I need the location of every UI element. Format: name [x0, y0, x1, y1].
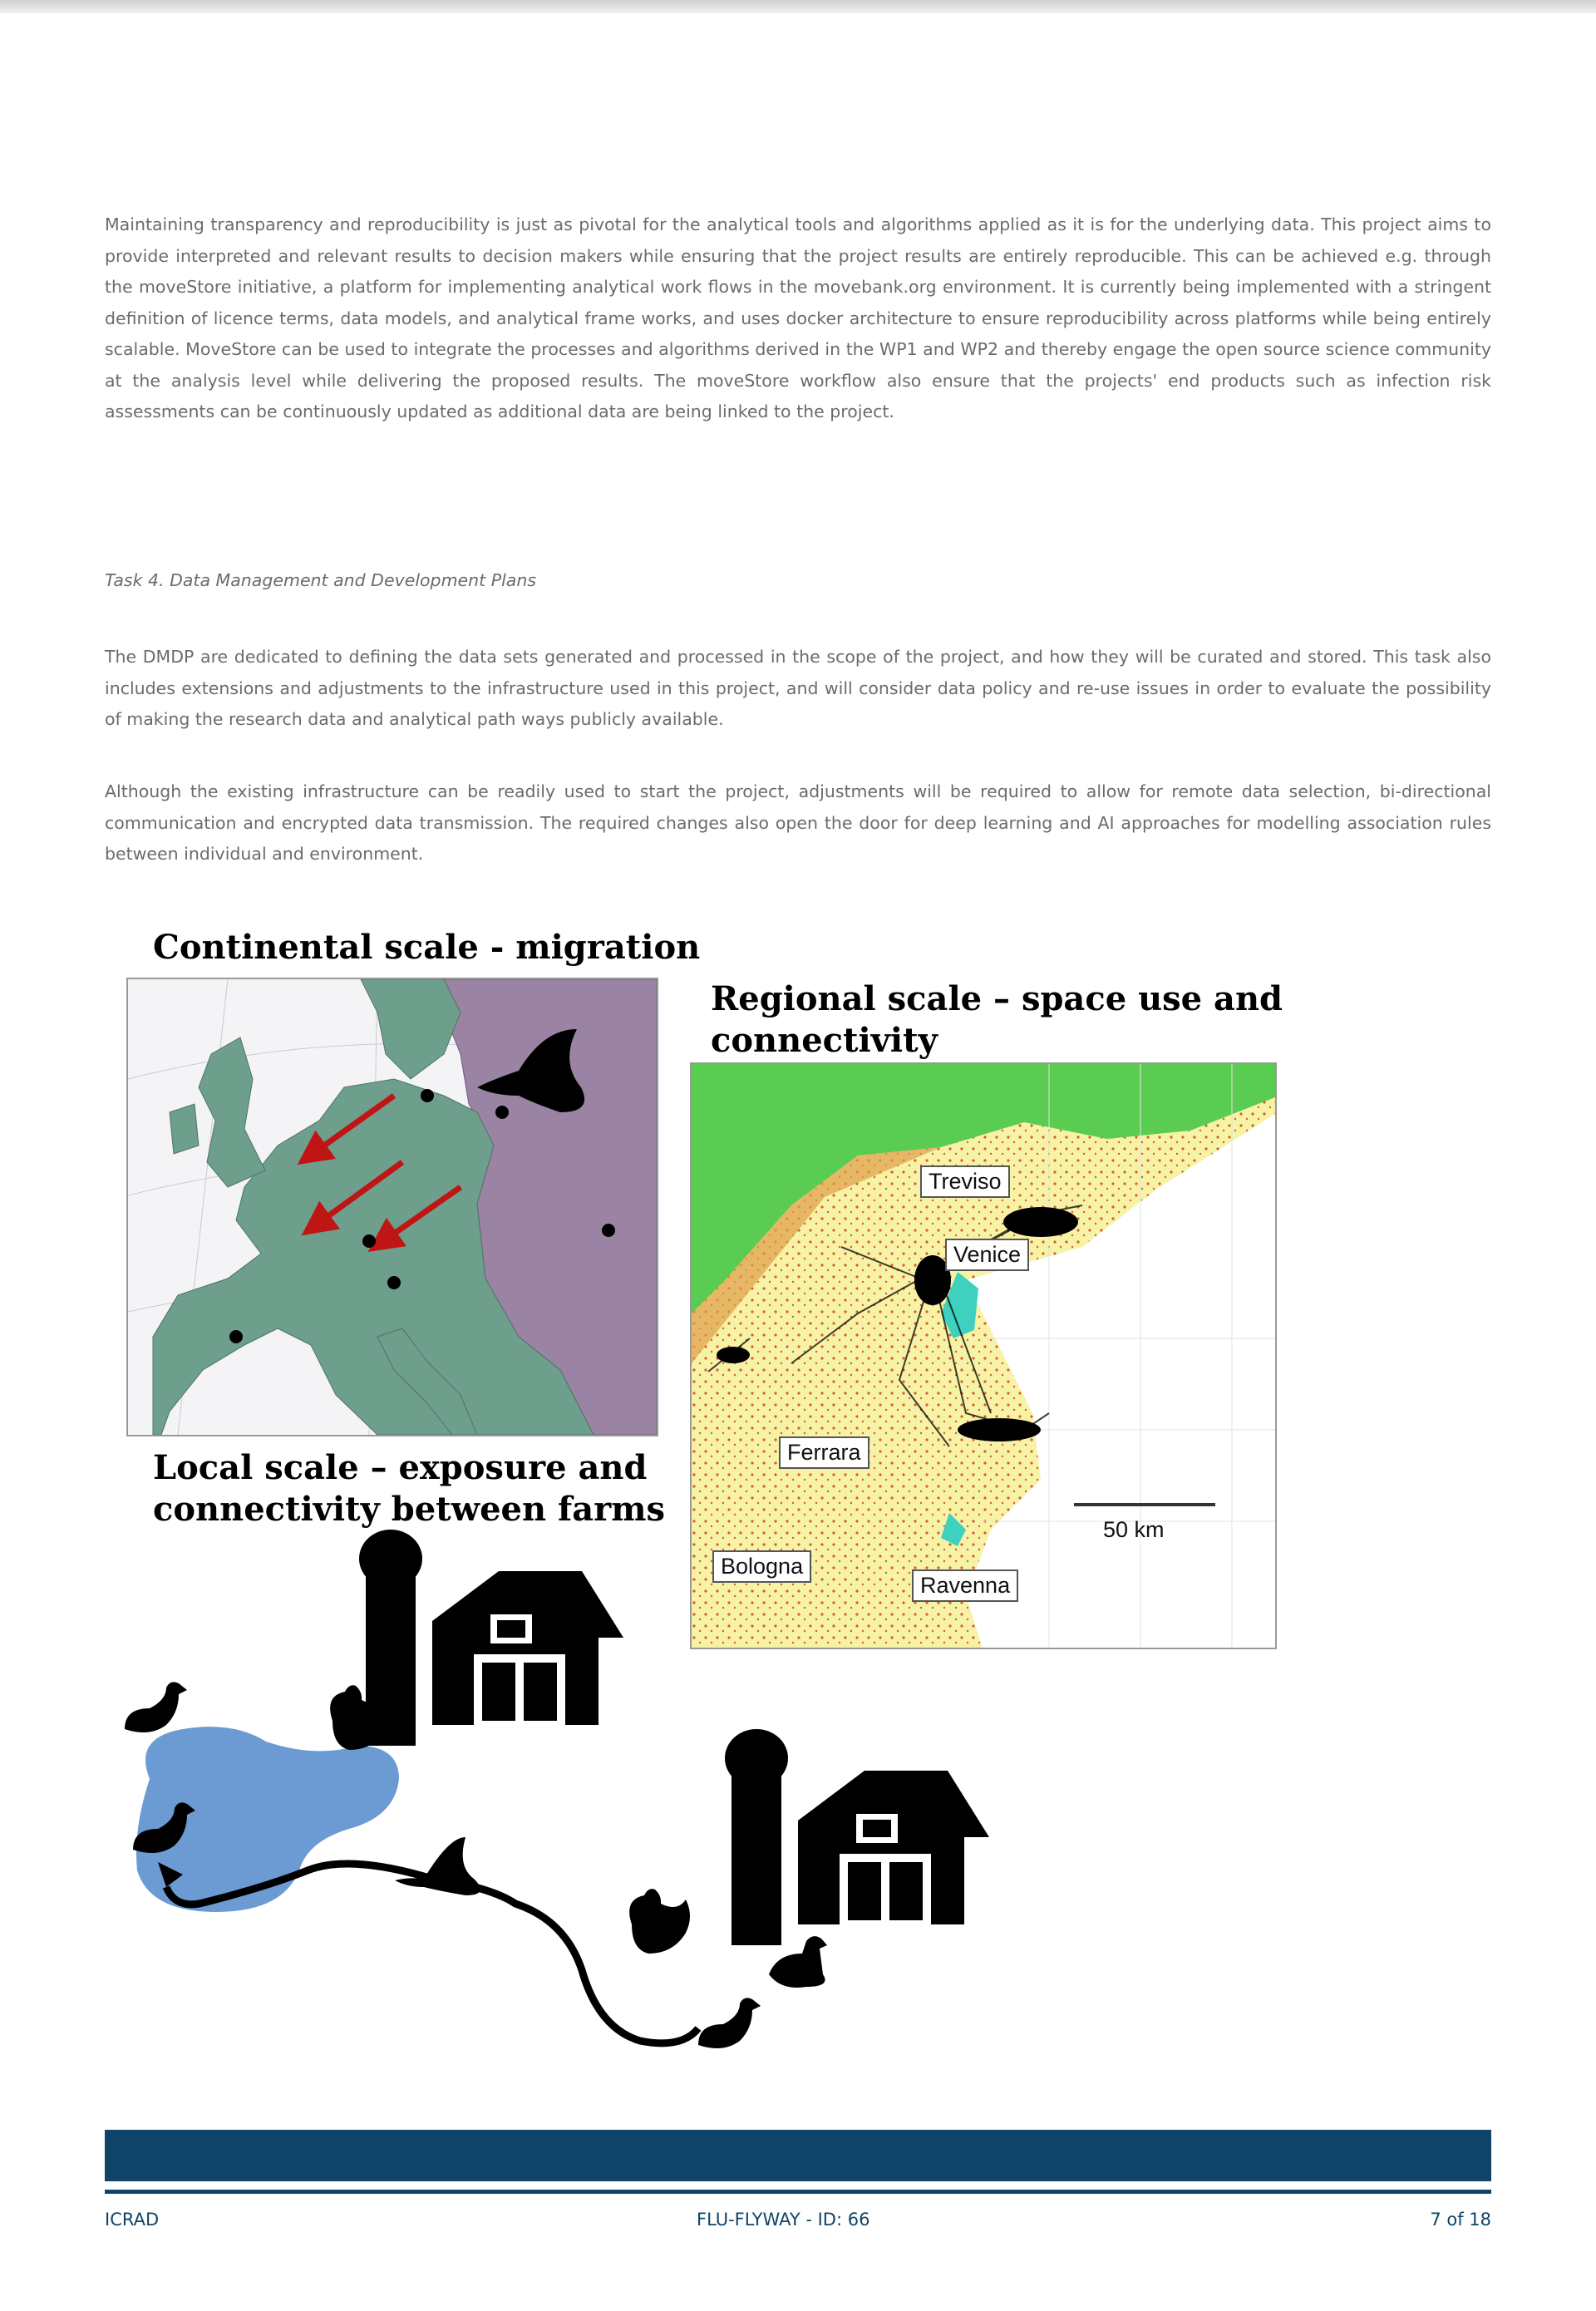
- local-scale-illustration: [100, 1521, 1014, 2070]
- flying-duck-icon: [395, 1837, 480, 1895]
- footer-page-number: 7 of 18: [1430, 2210, 1491, 2230]
- footer-left-label: ICRAD: [105, 2210, 160, 2230]
- duck-icon: [125, 1682, 187, 1732]
- footer-project-id: FLU-FLYWAY - ID: 66: [697, 2210, 870, 2230]
- local-scale-label-line1: Local scale – exposure and: [153, 1448, 648, 1487]
- ireland-landmass: [170, 1104, 199, 1154]
- local-scale-label-line2: connectivity between farms: [153, 1490, 666, 1529]
- britain-landmass: [199, 1037, 265, 1187]
- footer-rule: [105, 2190, 1491, 2194]
- paragraph-dmdp: The DMDP are dedicated to defining the data sets generated and processed in the scope of the project, and how they will be curated and stored. This task also includes extensions and adjustments to the infrastructure used in this project, and will consider data policy and re-use issues in order to evaluate the possibility of making the research data and analytical path ways publicly available.: [105, 647, 1491, 729]
- paragraph-infrastructure: Although the existing infrastructure can be readily used to start the project, adjustments will be required to allow for remote data selection, bi-directional communication and encrypted data transmission. The required changes also open the door for deep learning and AI approaches for modelling association rules between individual and environment.: [105, 781, 1491, 864]
- barn-2-icon: [725, 1729, 989, 1945]
- place-label-bologna: Bologna: [712, 1550, 811, 1583]
- connectivity-path: [166, 1864, 698, 2043]
- task-4-heading: Task 4. Data Management and Development Plans: [105, 570, 536, 590]
- regional-scale-label-line2: connectivity: [711, 1021, 938, 1060]
- chicken-icon: [629, 1889, 690, 1954]
- scale-bar-label: 50 km: [1103, 1517, 1165, 1542]
- place-label-ferrara: Ferrara: [779, 1436, 869, 1469]
- duck-icon: [698, 1998, 761, 2048]
- footer-band: [105, 2130, 1491, 2181]
- barn-1-icon: [359, 1530, 623, 1746]
- place-label-treviso: Treviso: [920, 1165, 1010, 1198]
- paragraph-reproducibility: Maintaining transparency and reproducibility is just as pivotal for the analytical tools and algorithms applied as it is for the underlying data. This project aims to provide interpreted and relevant results to decision makers while ensuring that the project results are entirely reproducible. This can be achieved e.g. through the moveStore initiative, a platform for implementing analytical work flows in the movebank.org environment. It is currently being implemented with a stringent definition of licence terms, data models, and analytical frame works, and uses docker architecture to ensure reproducibility across platforms while being entirely scalable. MoveStore can be used to integrate the processes and algorithms derived in the WP1 and WP2 and thereby engage the open source science community at the analysis level while delivering the proposed results. The moveStore workflow also ensure that the projects' end products such as infection risk assessments can be continuously updated as additional data are being linked to the project.: [105, 214, 1491, 421]
- regional-scale-label-line1: Regional scale – space use and: [711, 979, 1283, 1018]
- europe-migration-map: [126, 978, 658, 1436]
- place-label-venice: Venice: [945, 1239, 1029, 1271]
- page-top-edge: [0, 0, 1596, 13]
- continental-scale-label: Continental scale - migration: [153, 928, 701, 967]
- place-label-ravenna: Ravenna: [912, 1569, 1018, 1602]
